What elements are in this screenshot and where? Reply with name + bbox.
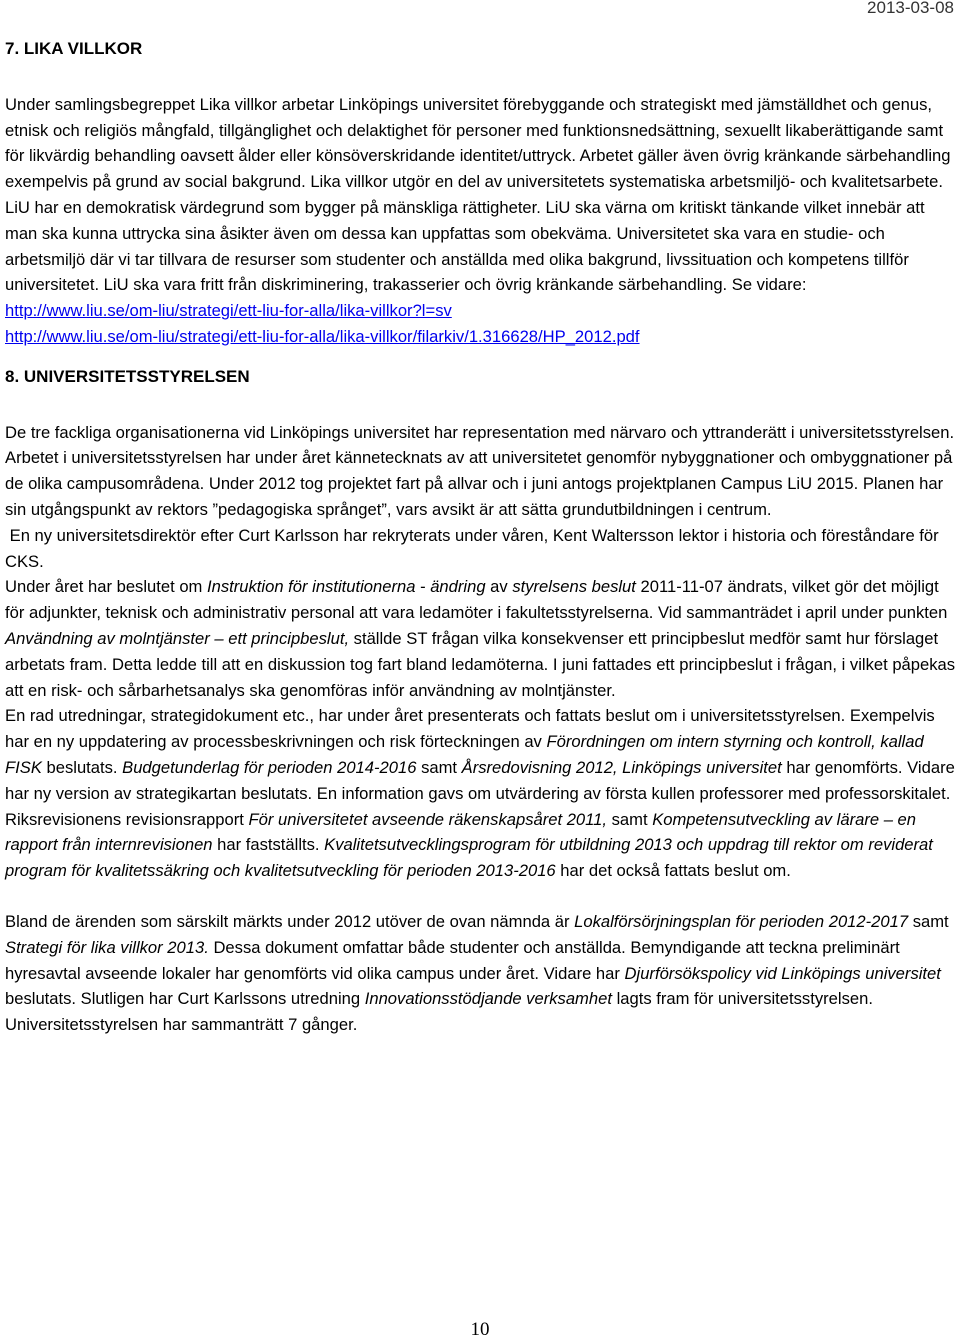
section-8-paragraph-5: Bland de ärenden som särskilt märkts under 2012 utöver de ovan nämnda är Lokalförsörjningsplan för perioden 2012-2017 samt Strategi för lika villkor 2013. Dessa dokument omfattar både studenter och anställda. Bemyndigande att teckna preliminärt hyresavtal avseende lokaler har genomförts vid olika campus under året. Vidare har Djurförsökspolicy vid Linköpings universitet beslutats. Slutligen har Curt Karlssons utredning Innovationsstödjande verksamhet lagts fram för universitetsstyrelsen. Universitetsstyrelsen har sammanträtt 7 gånger. — [5, 911, 949, 1035]
paragraph-gap — [5, 884, 957, 909]
section-8-paragraph-4: En rad utredningar, strategidokument etc., har under året presenterats och fattats beslut om i universitetsstyrelsen. Exempelvis har en ny uppdatering av processbeskrivningen och risk förteckningen av Förordningen om intern styrning och kontroll, kallad FISK beslutats. Budgetunderlag för perioden 2014-2016 samt Årsredovisning 2012, Linköpings universitet har genomförts. Vidare har ny version av strategikartan beslutats. En information gavs om utvärdering av första kullen professorer med professorskitalet. Riksrevisionens revisionsrapport För universitetet avseende räkenskapsåret 2011, samt Kompetensutveckling av lärare – en rapport från internrevisionen har fastställts. Kvalitetsutvecklingsprogram för utbildning 2013 och uppdrag till rektor om reviderat program för kvalitetssäkring och kvalitetsutveckling för perioden 2013-2016 har det också fattats beslut om. — [5, 706, 955, 881]
section-8-paragraph-2: En ny universitetsdirektör efter Curt Karlsson har rekryterats under våren, Kent Waltersson lektor i historia och föreståndare för CKS. — [5, 525, 944, 571]
header-date: 2013-03-08 — [867, 0, 954, 17]
page-number: 10 — [470, 1319, 490, 1340]
section-8-paragraph-1: De tre fackliga organisationerna vid Linköpings universitet har representation med närvaro och yttranderätt i universitetsstyrelsen. Arbetet i universitetsstyrelsen har under året kännetecknats av att universitetet genomför nybyggnationer och ombyggnationer på de olika campusområdena. Under 2012 tog projektet fart på allvar och i juni antogs projektplanen Campus LiU 2015. Planen har sin utgångspunkt av rektors ”pedagogiska språnget”, vars avsikt är att sätta grundutbildningen i centrum. — [5, 422, 955, 519]
hp-2012-pdf-link[interactable]: http://www.liu.se/om-liu/strategi/ett-liu-for-alla/lika-villkor/filarkiv/1.316628/HP_2012.pdf — [5, 326, 640, 346]
section-8-paragraph-3: Under året har beslutet om Instruktion för institutionerna - ändring av styrelsens beslut 2011-11-07 ändrats, vilket gör det möjligt för adjunkter, teknisk och administrativ personal att vara ledamöter i fakultetsstyrelserna. Vid sammanträdet i april under punkten Användning av molntjänster – ett principbeslut, ställde ST frågan vilka konsekvenser ett principbeslut medför samt hur förslaget arbetats fram. Detta ledde till att en diskussion tog fart bland ledamöterna. I juni fattades ett principbeslut i frågan, i vilket påpekas att en risk- och sårbarhetsanalys ska genomföras inför användning av molntjänster. — [5, 577, 956, 700]
lika-villkor-link[interactable]: http://www.liu.se/om-liu/strategi/ett-liu-for-alla/lika-villkor?l=sv — [5, 301, 452, 321]
section-7-heading: 7. LIKA VILLKOR — [5, 39, 143, 58]
section-7-paragraph: Under samlingsbegreppet Lika villkor arbetar Linköpings universitet förebyggande och strategiskt med jämställdhet och genus, etnisk och religiös mångfald, tillgänglighet och delaktighet för personer med funktionsnedsättning, sexuellt likaberättigande samt för likvärdig behandling oavsett ålder eller könsöverskridande identitet/uttryck. Arbetet gäller även övrig kränkande särbehandling exempelvis på grund av social bakgrund. Lika villkor utgör en del av universitetets systematiska arbetsmiljö- och kvalitetsarbete. LiU har en demokratisk värdegrund som bygger på mänskliga rättigheter. LiU ska värna om kritiskt tänkande vilket innebär att man ska kunna uttrycka sina åsikter även om dessa kan uppfattas som obekväma. Universitetet ska vara en studie- och arbetsmiljö där vi tar tillvara de resurser som studenter och anställda med olika bakgrund, livssituation och kompetens tillför universitetet. LiU ska vara fritt från diskriminering, trakasserier och övrig kränkande särbehandling. Se vidare: — [5, 94, 951, 295]
document-body — [5, 36, 957, 1038]
section-8-heading: 8. UNIVERSITETSSTYRELSEN — [5, 366, 250, 386]
